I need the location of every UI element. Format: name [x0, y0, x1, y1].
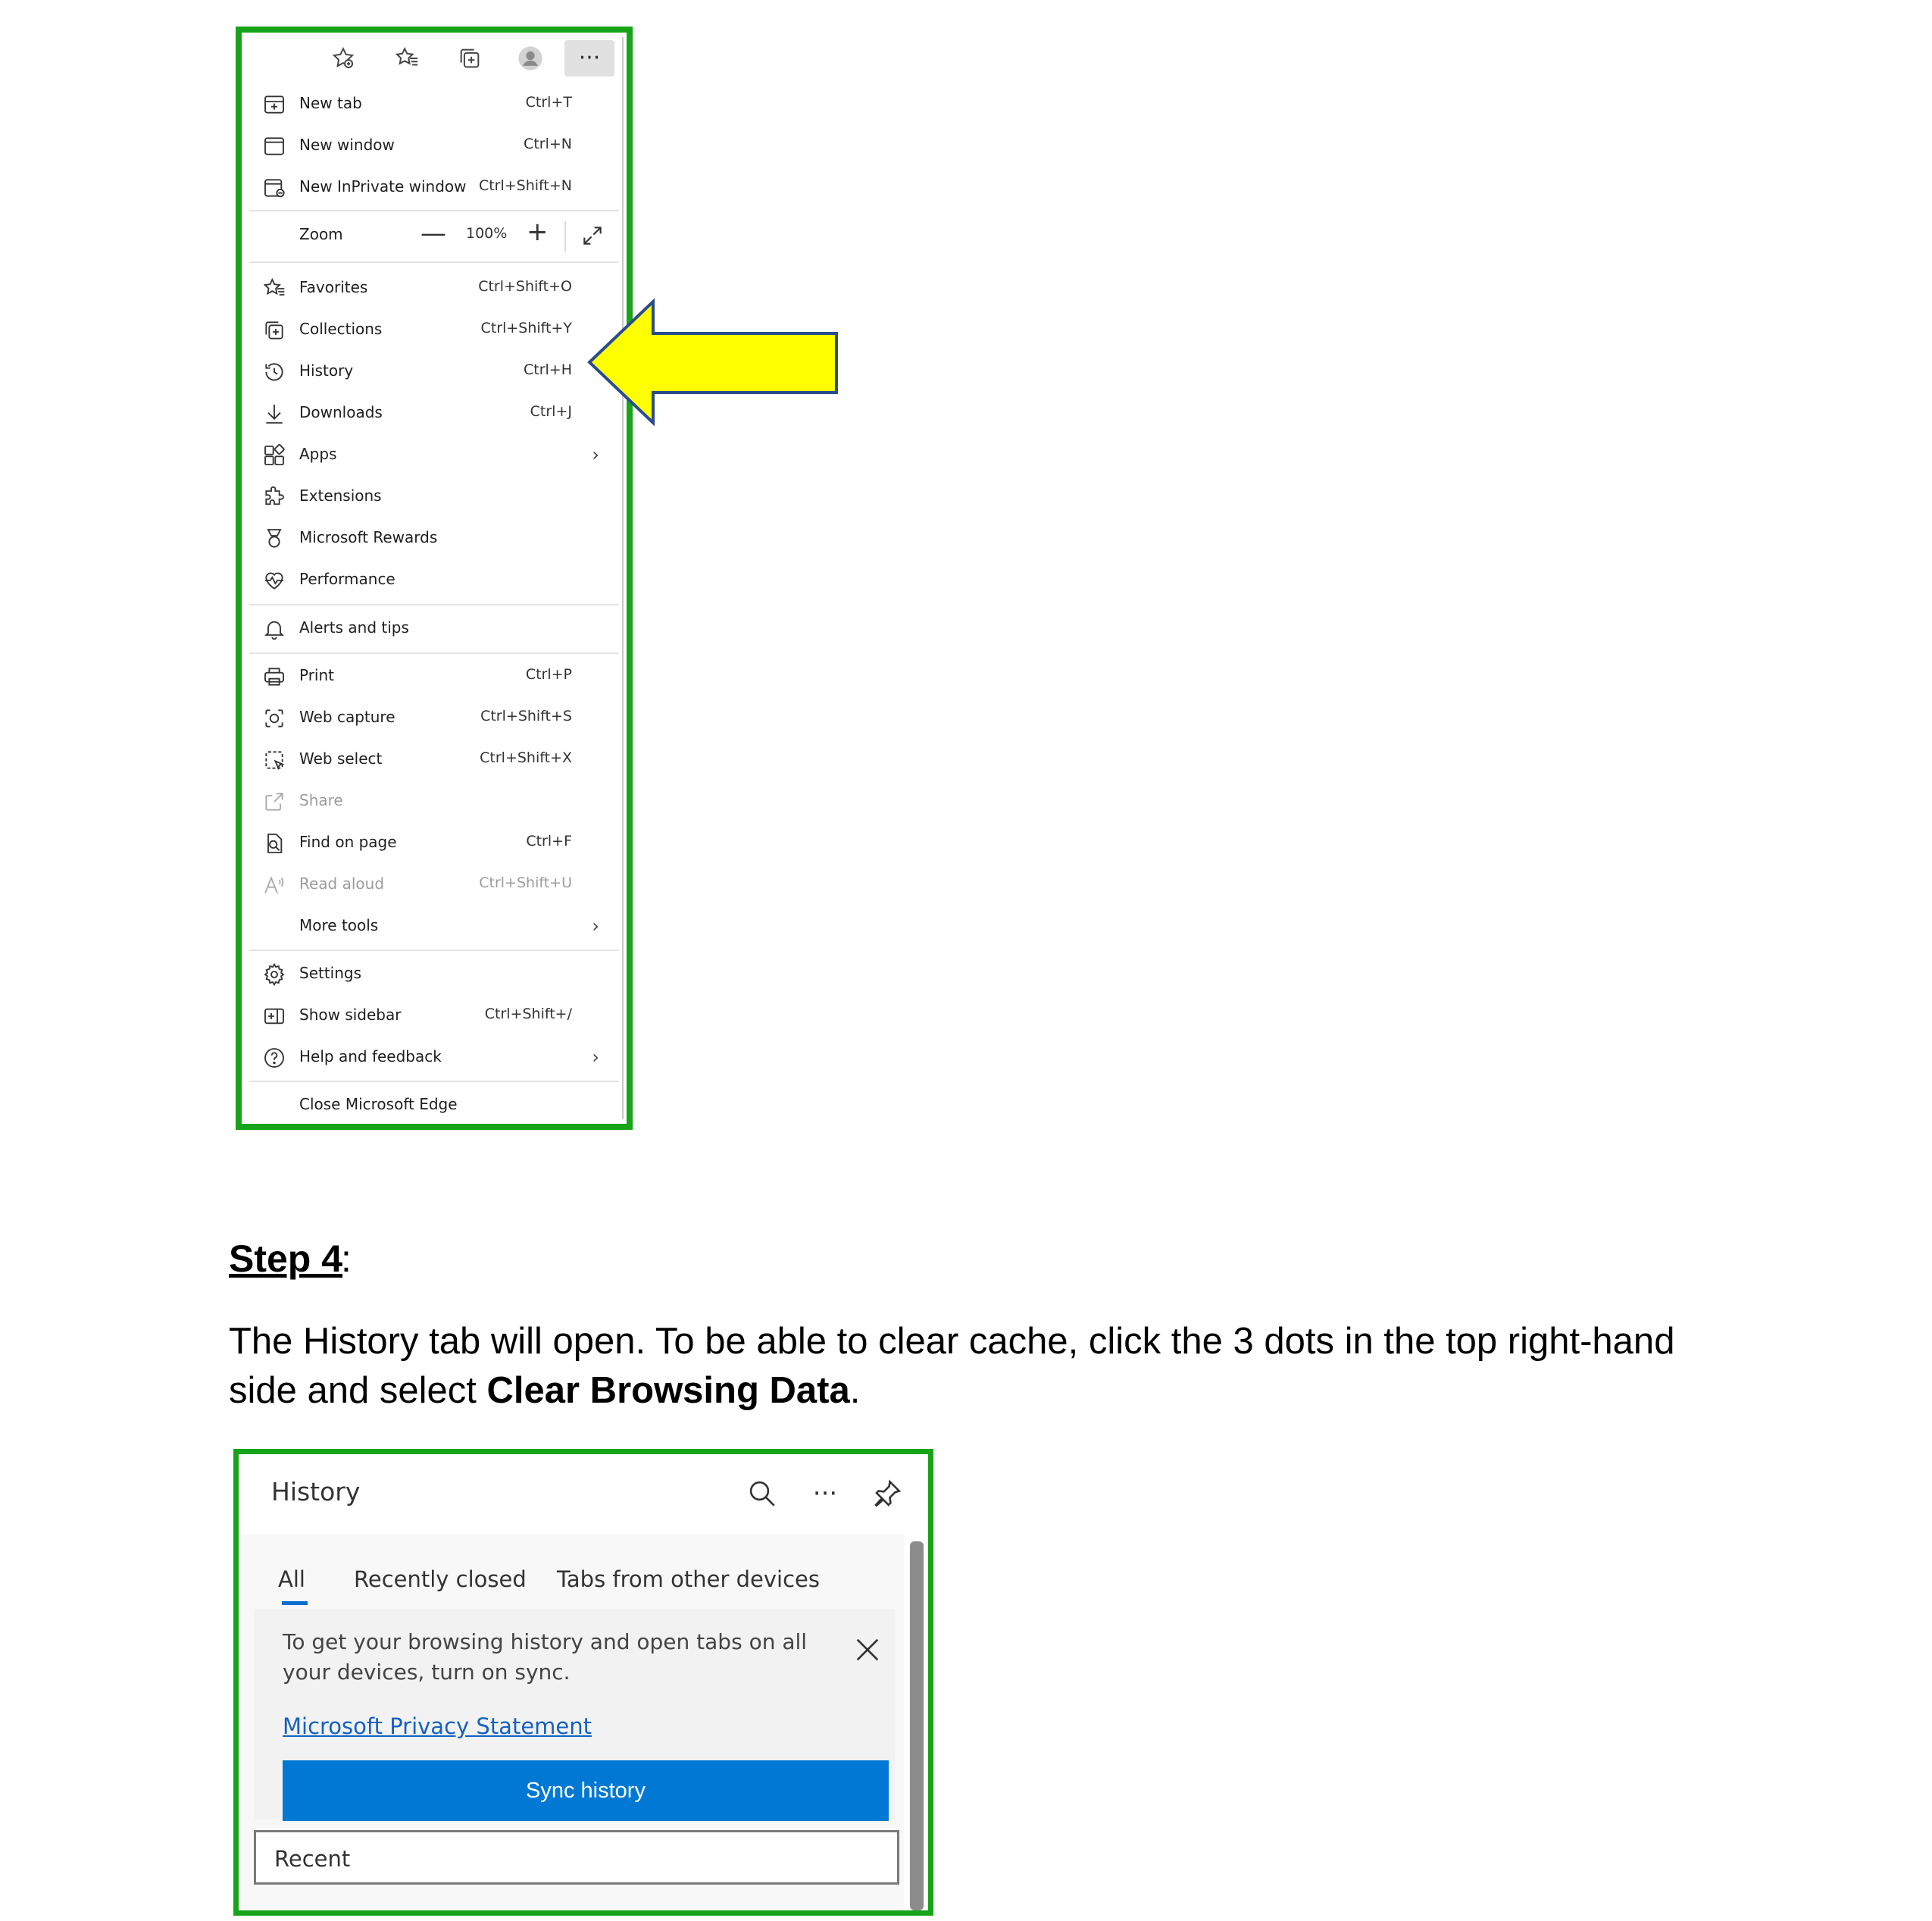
zoom-label: Zoom — [299, 225, 343, 243]
recent-label: Recent — [274, 1846, 351, 1872]
zoom-row — [246, 215, 622, 256]
menu-item-web-select[interactable] — [246, 740, 622, 781]
sync-message: To get your browsing history and open tabs on all your devices, turn on sync. — [283, 1629, 808, 1685]
menu-item-label: Collections — [299, 320, 383, 338]
new-window-icon — [261, 133, 287, 159]
menu-item-label: Close Microsoft Edge — [299, 1095, 458, 1113]
menu-item-label: Apps — [299, 445, 337, 463]
menu-item-close-edge[interactable] — [246, 1085, 622, 1126]
menu-item-label: More tools — [299, 916, 379, 934]
profile-avatar-icon[interactable] — [515, 43, 546, 74]
help-icon — [261, 1045, 287, 1071]
menu-item-label: Find on page — [299, 833, 397, 851]
menu-item-performance[interactable] — [246, 560, 622, 601]
menu-item-label: Show sidebar — [299, 1006, 402, 1024]
menu-item-label: Extensions — [299, 487, 382, 505]
instruction-bold-text: Clear Browsing Data — [486, 1370, 850, 1411]
web-select-icon — [261, 747, 287, 773]
zoom-in-button[interactable]: + — [527, 217, 549, 247]
menu-item-label: New InPrivate window — [299, 177, 467, 196]
chevron-right-icon: › — [592, 1047, 599, 1068]
history-header — [239, 1454, 928, 1535]
instruction-text-end: . — [849, 1370, 861, 1411]
menu-item-label: Performance — [299, 570, 395, 588]
sidebar-icon — [261, 1003, 287, 1029]
favorites-icon — [261, 276, 287, 302]
sync-history-button[interactable]: Sync history — [283, 1760, 889, 1821]
menu-divider — [249, 950, 619, 951]
menu-item-shortcut: Ctrl+Shift+S — [480, 708, 572, 724]
menu-screenshot-frame — [236, 27, 633, 1130]
menu-item-label: Downloads — [299, 403, 383, 421]
add-favorite-icon[interactable] — [328, 43, 358, 74]
menu-item-print[interactable] — [246, 656, 622, 697]
more-options-button[interactable]: ··· — [812, 1478, 838, 1509]
menu-item-show-sidebar[interactable] — [246, 996, 622, 1037]
menu-item-label: Favorites — [299, 278, 368, 296]
history-screenshot-frame — [233, 1449, 933, 1916]
menu-item-shortcut: Ctrl+T — [525, 94, 572, 111]
history-icon — [261, 359, 287, 385]
web-capture-icon — [261, 706, 287, 731]
menu-divider — [249, 652, 619, 654]
performance-icon — [261, 568, 287, 593]
zoom-value: 100% — [466, 225, 508, 242]
pin-icon[interactable] — [869, 1475, 905, 1512]
step-heading-colon: : — [341, 1237, 352, 1280]
menu-item-alerts[interactable] — [246, 609, 622, 649]
collections-icon[interactable] — [455, 43, 485, 74]
menu-item-collections[interactable] — [246, 310, 622, 351]
history-body — [239, 1535, 904, 1910]
extensions-icon — [261, 484, 287, 510]
menu-divider — [249, 604, 619, 605]
new-tab-icon — [261, 92, 287, 117]
menu-item-label: Help and feedback — [299, 1047, 442, 1065]
menu-item-label: Microsoft Rewards — [299, 528, 438, 546]
menu-item-shortcut: Ctrl+P — [525, 666, 572, 683]
menu-item-shortcut: Ctrl+J — [530, 403, 572, 420]
yellow-arrow-icon — [583, 297, 841, 427]
favorites-icon[interactable] — [392, 43, 422, 74]
close-icon[interactable] — [852, 1635, 883, 1665]
menu-item-more-tools[interactable] — [246, 906, 622, 947]
menu-item-shortcut: Ctrl+Shift+N — [478, 177, 572, 194]
zoom-divider — [564, 221, 566, 252]
tab-all[interactable]: All — [278, 1566, 305, 1592]
menu-item-label: Settings — [299, 964, 362, 982]
menu-divider — [249, 210, 619, 211]
menu-item-shortcut: Ctrl+Shift+O — [478, 278, 572, 295]
tab-other-devices[interactable]: Tabs from other devices — [557, 1566, 820, 1592]
menu-item-rewards[interactable] — [246, 518, 622, 559]
menu-item-web-capture[interactable] — [246, 698, 622, 739]
menu-item-help-feedback[interactable] — [246, 1037, 622, 1078]
chevron-right-icon: › — [592, 915, 599, 937]
menu-item-extensions[interactable] — [246, 477, 622, 518]
recent-section-header[interactable] — [254, 1830, 899, 1885]
rewards-icon — [261, 526, 287, 552]
download-icon — [261, 401, 287, 427]
menu-item-new-tab[interactable] — [246, 84, 622, 125]
menu-item-label: Web capture — [299, 708, 395, 726]
scrollbar[interactable] — [910, 1541, 924, 1910]
tab-recently-closed[interactable]: Recently closed — [354, 1566, 527, 1592]
gear-icon — [261, 962, 287, 987]
menu-item-shortcut: Ctrl+Shift+/ — [484, 1006, 572, 1022]
menu-item-favorites[interactable] — [246, 268, 622, 309]
menu-item-history[interactable] — [246, 352, 622, 393]
menu-item-shortcut: Ctrl+H — [523, 361, 572, 378]
edge-settings-menu — [246, 37, 624, 1119]
menu-item-downloads[interactable] — [246, 393, 622, 434]
instruction-text: The History tab will open. To be able to clear cache, click the 3 dots in the top right-hand side and select — [229, 1321, 1675, 1411]
menu-item-label: Alerts and tips — [299, 618, 409, 637]
instruction-paragraph — [229, 1317, 1744, 1416]
share-icon — [261, 789, 287, 815]
menu-item-read-aloud[interactable] — [246, 865, 622, 906]
history-title: History — [271, 1477, 361, 1506]
menu-item-shortcut: Ctrl+N — [524, 136, 572, 152]
menu-item-shortcut: Ctrl+F — [526, 833, 572, 849]
menu-item-shortcut: Ctrl+Shift+U — [479, 874, 572, 891]
tab-active-indicator — [282, 1601, 308, 1605]
menu-item-label: Read aloud — [299, 874, 385, 893]
menu-item-label: Print — [299, 666, 335, 684]
bell-icon — [261, 616, 287, 642]
collections-icon — [261, 318, 287, 343]
read-aloud-icon — [261, 872, 287, 898]
more-options-button[interactable]: ··· — [564, 40, 614, 77]
zoom-out-button[interactable]: — — [420, 218, 446, 249]
menu-divider — [249, 261, 619, 263]
sync-prompt-card — [254, 1609, 895, 1819]
apps-icon — [261, 443, 287, 468]
menu-item-label: History — [299, 361, 354, 380]
menu-item-label: New tab — [299, 94, 362, 112]
menu-item-find-on-page[interactable] — [246, 823, 622, 864]
privacy-statement-link[interactable]: Microsoft Privacy Statement — [283, 1713, 592, 1739]
menu-item-label: Web select — [299, 749, 383, 768]
menu-item-new-window[interactable] — [246, 126, 622, 167]
fullscreen-icon[interactable] — [580, 223, 605, 249]
menu-item-label: Share — [299, 791, 343, 809]
menu-item-share[interactable] — [246, 781, 622, 822]
menu-item-inprivate[interactable] — [246, 167, 622, 208]
menu-item-label: New window — [299, 136, 395, 154]
browser-toolbar — [246, 37, 622, 80]
print-icon — [261, 664, 287, 690]
menu-item-shortcut: Ctrl+Shift+Y — [480, 320, 572, 336]
menu-divider — [249, 1081, 619, 1082]
chevron-right-icon: › — [592, 444, 599, 465]
inprivate-icon — [261, 175, 287, 201]
menu-item-apps[interactable] — [246, 435, 622, 476]
find-icon — [261, 831, 287, 856]
menu-item-settings[interactable] — [246, 954, 622, 995]
step-heading: Step 4 — [229, 1237, 343, 1280]
menu-item-shortcut: Ctrl+Shift+X — [480, 749, 572, 766]
search-icon[interactable] — [744, 1475, 780, 1512]
